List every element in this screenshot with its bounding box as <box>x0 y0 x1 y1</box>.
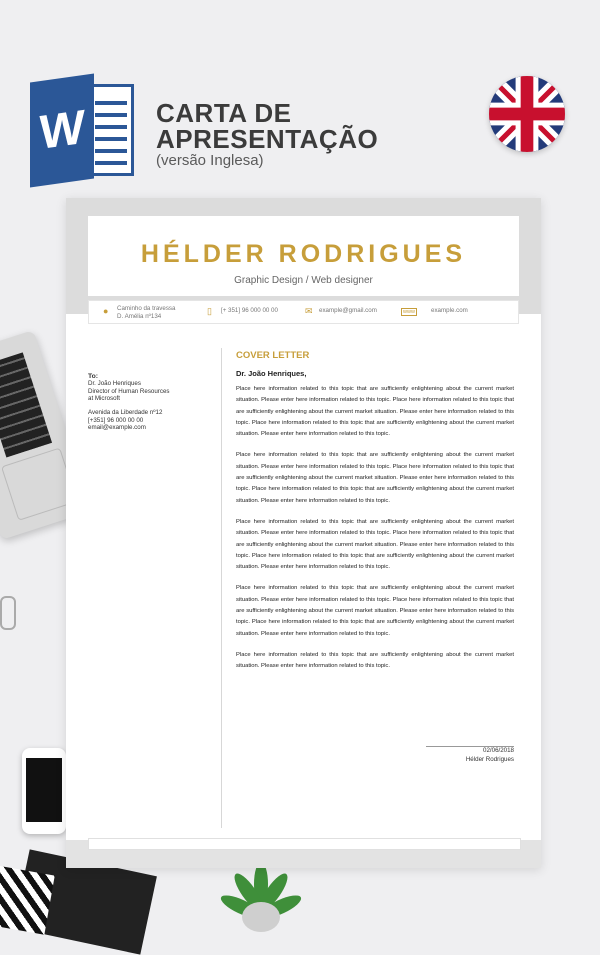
recipient-line: at Microsoft <box>88 394 120 402</box>
cover-letter-page <box>66 198 541 868</box>
plant-image <box>200 862 320 932</box>
recipient-line: [+351] 96 000 00 00 <box>88 416 144 424</box>
recipient-block <box>88 373 170 431</box>
applicant-name: HÉLDER RODRIGUES <box>140 240 467 268</box>
phone-text: [+ 351] 96 000 00 00 <box>221 307 278 314</box>
paperclip-image <box>0 596 16 630</box>
www-icon: www <box>403 309 415 315</box>
letter-heading: COVER LETTER <box>236 350 310 361</box>
location-pin-icon: ● <box>103 306 109 316</box>
address-line-1: Caminho da travessa <box>117 305 176 312</box>
website-text: example.com <box>431 307 468 314</box>
contact-bar <box>88 300 519 324</box>
column-divider <box>221 348 222 828</box>
email-text: example@gmail.com <box>319 307 377 314</box>
signature-name: Hélder Rodrigues <box>465 756 514 763</box>
letter-paragraph: Place here information related to this topic that are sufficiently enlightening about the current market situation. Please enter here information related to this topic. Place here information related to this topic that are sufficiently enlightening about the current market situation. Please enter here information related to this topic. Place here information related to this topic that are sufficiently enlightening about the current market situation. Please enter here information related to this topic. <box>236 585 514 637</box>
letter-greeting: Dr. João Henriques, <box>236 369 307 378</box>
recipient-line: Director of Human Resources <box>88 387 170 395</box>
letter-paragraph: Place here information related to this topic that are sufficiently enlightening about the current market situation. Please enter here information related to this topic. Place here information related to this topic that are sufficiently enlightening about the current market situation. Please enter here information related to this topic. Place here information related to this topic that are sufficiently enlightening about the current market situation. Please enter here information related to this topic. <box>236 518 514 571</box>
recipient-line: Dr. João Henriques <box>88 380 141 388</box>
phone-icon: ▯ <box>207 306 212 316</box>
word-letter: W <box>30 74 94 188</box>
recipient-label: To: <box>88 373 99 380</box>
recipient-line: email@example.com <box>88 424 146 432</box>
letter-paragraph: Place here information related to this topic that are sufficiently enlightening about the current market situation. Please enter here information related to this topic. Place here information related to this topic that are sufficiently enlightening about the current market situation. Please enter here information related to this topic. Place here information related to this topic that are sufficiently enlightening about the current market situation. Please enter here information related to this topic. <box>236 452 514 504</box>
page-title <box>156 100 378 152</box>
smartphone-image <box>22 748 66 834</box>
uk-flag-icon <box>489 76 565 152</box>
title-line-1: CARTA DE <box>156 98 292 128</box>
letter-paragraph: Place here information related to this topic that are sufficiently enlightening about the current market situation. Please enter here information related to this topic. Place here information related to this topic that are sufficiently enlightening about the current market situation. Please enter here information related to this topic. Place here information related to this topic that are sufficiently enlightening about the current market situation. Please enter here information related to this topic. <box>236 386 514 438</box>
envelope-icon: ✉ <box>305 306 313 316</box>
letter-body <box>236 350 514 673</box>
page-subtitle: (versão Inglesa) <box>156 152 264 169</box>
footer-box <box>88 838 521 850</box>
title-line-2: APRESENTAÇÃO <box>156 124 379 154</box>
letter-date: 02/06/2018 <box>483 747 514 754</box>
letter-paragraph: Place here information related to this topic that are sufficiently enlightening about the current market situation. Please enter here information related to this topic. <box>236 651 514 670</box>
name-box <box>88 216 519 296</box>
recipient-line: Avenida da Liberdade nº12 <box>88 409 163 417</box>
applicant-role: Graphic Design / Web designer <box>234 275 373 286</box>
address-line-2: D. Amélia nº134 <box>117 313 162 320</box>
word-icon <box>30 78 140 183</box>
